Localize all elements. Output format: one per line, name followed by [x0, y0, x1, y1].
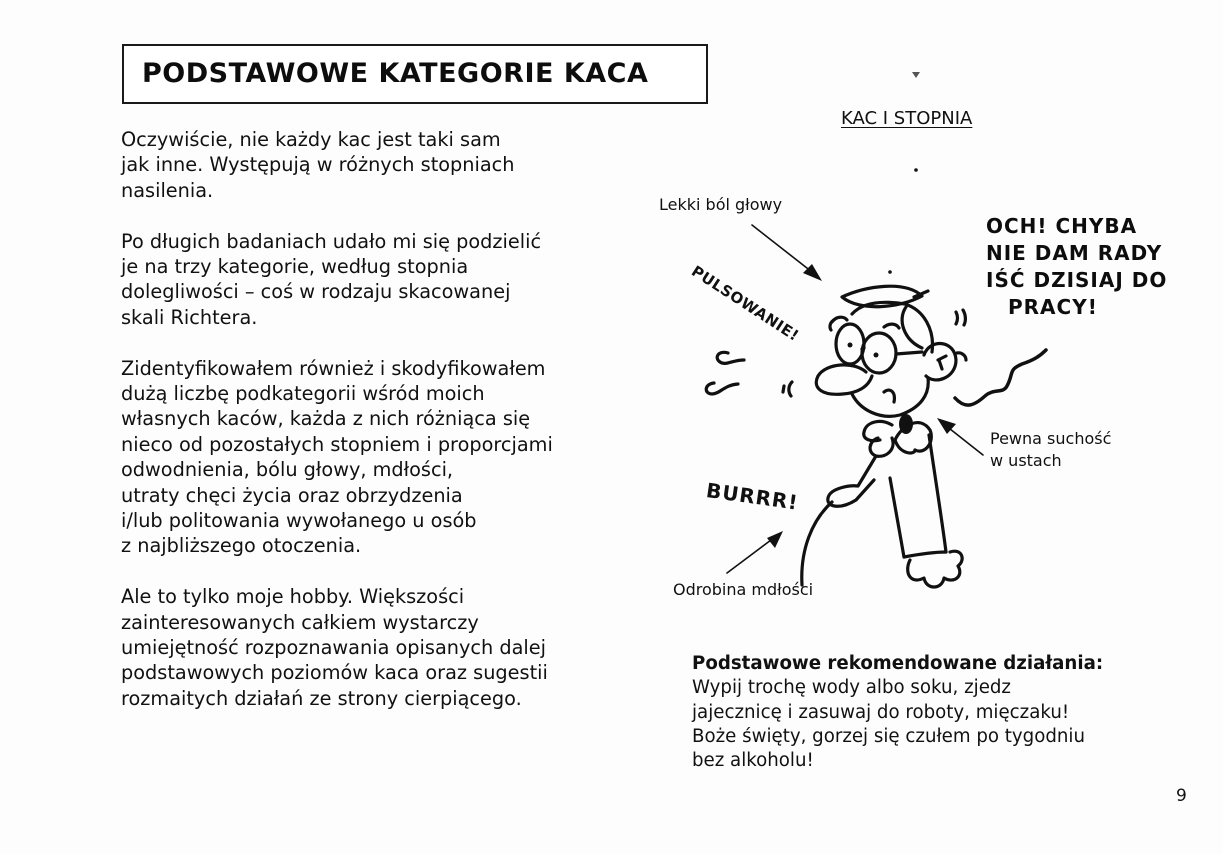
- text-line: nieco od pozostałych stopniem i proporcjami: [121, 432, 553, 456]
- sweat-drop-icon: [717, 352, 744, 363]
- belly-icon: [802, 502, 832, 585]
- ear-icon: [924, 344, 966, 380]
- speech-line: IŚĆ DZISIAJ DO: [986, 268, 1168, 292]
- text-line: i/lub politowania wywołanego u osób: [121, 509, 477, 533]
- text-line: własnych kaców, każda z nich różniąca się: [121, 407, 531, 431]
- motion-mark-icon: [789, 382, 792, 396]
- speech-line: NIE DAM RADY: [986, 241, 1163, 265]
- text-line: utraty chęci życia oraz obrzydzenia: [121, 483, 463, 507]
- text-line: Ale to tylko moje hobby. Większości: [121, 585, 465, 609]
- recommendation-line: Wypij trochę wody albo soku, zjedz: [692, 677, 1011, 699]
- forearm-icon: [828, 456, 876, 506]
- mouth-icon: [884, 390, 894, 402]
- recommendation-line: bez alkoholu!: [692, 750, 814, 772]
- smell-squiggle-icon: [955, 350, 1046, 405]
- text-line: dużą liczbę podkategorii wśród moich: [121, 382, 485, 406]
- motion-mark-icon: [956, 312, 958, 324]
- text-line: dolegliwości – coś w rodzaju skacowanej: [121, 280, 511, 304]
- arrow-headache-icon: [752, 225, 822, 281]
- hand-icon: [864, 421, 893, 456]
- text-line: skali Richtera.: [121, 305, 258, 329]
- label-dry-mouth: [990, 428, 1111, 472]
- motion-mark-icon: [963, 310, 965, 325]
- section-title: KAC I STOPNIA: [841, 108, 973, 129]
- stray-mark-icon: [912, 72, 920, 78]
- hanging-hand-icon: [908, 551, 962, 587]
- text-line: je na trzy kategorie, według stopnia: [121, 255, 469, 279]
- face-outline-icon: [852, 378, 928, 416]
- text-line: nasilenia.: [121, 178, 214, 202]
- label-nausea: Odrobina mdłości: [673, 580, 814, 599]
- text-line: z najbliższego otoczenia.: [121, 534, 362, 558]
- arm-icon: [890, 435, 946, 557]
- recommendation-block: [692, 652, 1192, 773]
- arrow-dry-mouth-icon: [937, 418, 983, 455]
- text-line: rozmaitych działań ze strony cierpiącego.: [121, 686, 522, 710]
- text-line: Zidentyfikowałem również i skodyfikowałem: [121, 356, 546, 380]
- text-line: zainteresowanych całkiem wystarczy: [121, 610, 479, 634]
- stray-dot-icon: [888, 270, 892, 274]
- text-line: podstawowych poziomów kaca oraz sugestii: [121, 661, 548, 685]
- label-headache: Lekki ból głowy: [659, 195, 783, 214]
- speech-line: OCH! CHYBA: [986, 214, 1138, 238]
- text-line: jak inne. Występują w różnych stopniach: [121, 153, 515, 177]
- eyebrow-icon: [884, 324, 899, 328]
- motion-mark-icon: [783, 386, 784, 392]
- page-title: PODSTAWOWE KATEGORIE KACA: [142, 58, 649, 89]
- sweat-drop-icon: [706, 383, 738, 394]
- label-line: Pewna suchość: [990, 429, 1112, 448]
- recommendation-line: Boże święty, gorzej się czułem po tygodniu: [692, 725, 1085, 747]
- speech-line: PRACY!: [1008, 295, 1098, 319]
- text-line: odwodnienia, bólu głowy, mdłości,: [121, 458, 454, 482]
- nose-icon: [816, 365, 872, 394]
- motion-mark-icon: [830, 320, 834, 330]
- stray-dot-icon: [914, 168, 918, 172]
- text-line: Oczywiście, nie każdy kac jest taki sam: [121, 128, 501, 151]
- text-line: Po długich badaniach udało mi się podzielić: [121, 229, 542, 253]
- speech-text: [986, 213, 1167, 321]
- recommendation-line: jajecznicę i zasuwaj do roboty, mięczaku!: [692, 701, 1070, 723]
- page-number: 9: [1176, 786, 1187, 806]
- arrow-nausea-icon: [727, 531, 783, 573]
- sound-effect-burp: BURRR!: [704, 478, 800, 515]
- sound-effect-pulsing: PULSOWANIE!: [688, 262, 803, 345]
- text-line: umiejętność rozpoznawania opisanych dalej: [121, 636, 546, 660]
- label-line: w ustach: [990, 451, 1062, 470]
- collar-icon: [895, 414, 931, 453]
- recommendation-heading: Podstawowe rekomendowane działania:: [692, 653, 1104, 674]
